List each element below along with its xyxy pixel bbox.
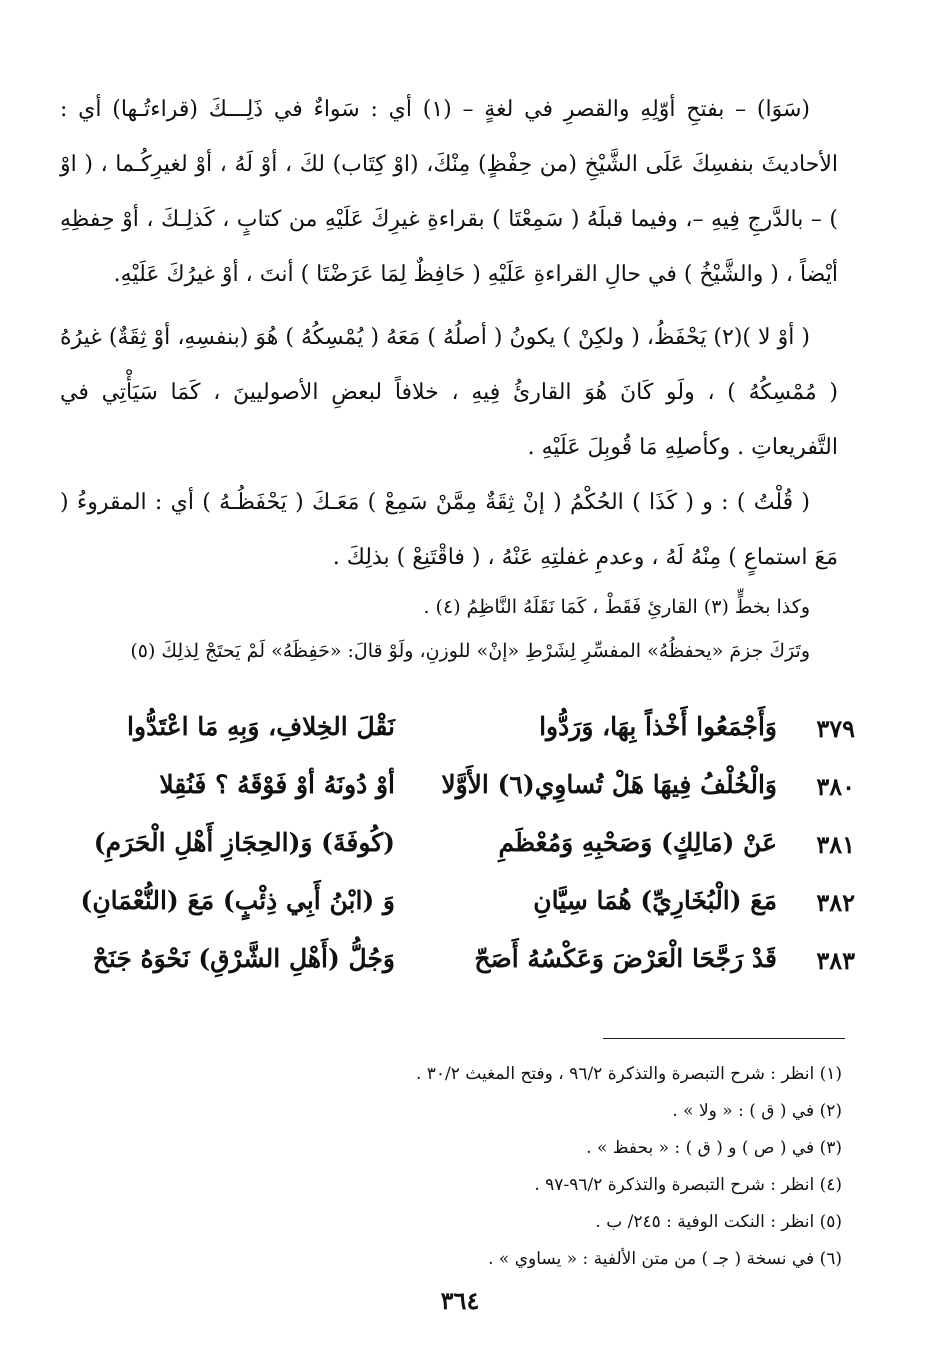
footnote: (٥) انظر : النكت الوفية : ٢٤٥/ ب . (595, 1212, 842, 1232)
verse-number: ٣٨١ (816, 830, 855, 859)
first-hemistich: عَنْ (مَالِكٍ) وَصَحْبِهِ وَمُعْظَمِ (498, 828, 777, 857)
verse-block (55, 708, 855, 998)
second-hemistich: وَجُلُّ (أَهْلِ الشَّرْقِ) نَحْوَهُ جَنَحْ (92, 944, 395, 973)
paragraph-5: وتَرَكَ جزمَ «يحفظُهُ» المفسِّرِ لِشَرْطِ «إنْ» للوزنِ، ولَوْ قالَ: «حَفِظَهُ» لَمْ يَحتَجْ لِذلِكَ (٥) (130, 640, 810, 662)
verse-line (55, 766, 855, 824)
second-hemistich: (كُوفَةَ) وَ(الحِجَازِ أَهْلِ الْحَرَمِ) (93, 828, 395, 857)
second-hemistich: أوْ دُونَهُ أوْ فَوْقَهُ ؟ فَنُقِلا (159, 770, 395, 799)
footnote-separator (603, 1038, 845, 1039)
verse-line (55, 824, 855, 882)
page-number: ٣٦٤ (440, 1286, 480, 1315)
paragraph-4: وكذا بخطٍّ (٣) القارئِ فَقَطْ ، كَمَا نَقَلَهُ النَّاظِمُ (٤) . (423, 596, 810, 618)
first-hemistich: وَالْخُلْفُ فِيهَا هَلْ تُساوِي(٦) الأَوَّلا (441, 770, 777, 799)
verse-line (55, 940, 855, 998)
paragraph-1: (سَوَا) – بفتحِ أوّلِهِ والقصرِ في لغةٍ – (١) أي : سَواءٌ في ذَلِـــكَ (قراءتُـها) أي : الأحاديثَ بنفسِكَ عَلَى الشَّيْخِ (من حِفْظٍ) مِنْكَ، (اوْ كِتَاب) لكَ ، أوْ لَهُ ، أوْ لغيرِكُـما ، ( اوْ ) – بالدَّرجِ فِيهِ –، وفيما قبلَهُ ( سَمِعْتَا ) بقراءةِ غيرِكَ عَلَيْهِ من كتابٍ ، كَذلِـكَ ، أوْ حِفظِهِ أيْضاً ، ( والشَّيْخُ ) في حالِ القراءةِ عَلَيْهِ ( حَافِظٌ لِمَا عَرَضْتَا ) أنتَ ، أوْ غيرُكَ عَلَيْهِ. (60, 97, 838, 287)
verse-number: ٣٧٩ (816, 714, 855, 743)
verse-line (55, 882, 855, 940)
verse-number: ٣٨٢ (816, 888, 855, 917)
verse-number: ٣٨٣ (816, 946, 855, 975)
second-hemistich: وَ (ابْنُ أَبِي ذِئْبٍ) مَعَ (النُّعْمَانِ) (80, 886, 395, 915)
footnote: (١) انظر : شرح التبصرة والتذكرة ٩٦/٢ ، وفتح المغيث ٣٠/٢ . (415, 1064, 842, 1084)
verse-number: ٣٨٠ (816, 772, 855, 801)
first-hemistich: وَأَجْمَعُوا أَخْذاً بِهَا، وَرَدُّوا (539, 712, 777, 741)
paragraph-2: ( أوْ لا )(٢) يَحْفَظُ، ( ولكِنْ ) يكونُ ( أصلُهُ ) مَعَهُ ( يُمْسِكُهُ ) هُوَ (بنفسِهِ، أوْ ثِقَةٌ) غيرُهُ ( مُمْسِكُهُ ) ، ولَو كَانَ هُوَ القارئُ فِيهِ ، خلافاً لبعضِ الأصوليينَ ، كَمَا سَيَأْتِي في التَّفريعاتِ . وكأصلِهِ مَا قُوبِلَ عَلَيْهِ . (60, 325, 838, 460)
paragraph-3: ( قُلْتُ ) : و ( كَذَا ) الحُكْمُ ( إنْ ثِقَةٌ مِمَّنْ سَمِعْ ) مَعَـكَ ( يَحْفَظُـهُ ) أي : المقروءُ ( مَعَ استماعٍ ) مِنْهُ لَهُ ، وعدمِ غفلتِهِ عَنْهُ ، ( فاقْتَنِعْ ) بذلِكَ . (60, 490, 838, 570)
footnote: (٢) في ( ق ) : « ولا » . (672, 1101, 842, 1121)
footnote: (٣) في ( ص ) و ( ق ) : « بحفظ » . (586, 1138, 842, 1158)
second-hemistich: نَقْلَ الخِلافِ، وَبِهِ مَا اعْتَدُّوا (127, 712, 395, 741)
footnotes (150, 1056, 842, 1278)
commentary-text (60, 82, 838, 673)
footnote: (٦) في نسخة ( جـ ) من متن الألفية : « يساوي » . (488, 1249, 842, 1269)
first-hemistich: مَعَ (الْبُخَارِيِّ) هُمَا سِيَّانِ (533, 886, 777, 915)
verse-line (55, 708, 855, 766)
first-hemistich: قَدْ رَجَّحَا الْعَرْضَ وَعَكْسُهُ أَصَحّ (474, 944, 777, 973)
footnote: (٤) انظر : شرح التبصرة والتذكرة ٩٦/٢-٩٧ . (534, 1175, 842, 1195)
